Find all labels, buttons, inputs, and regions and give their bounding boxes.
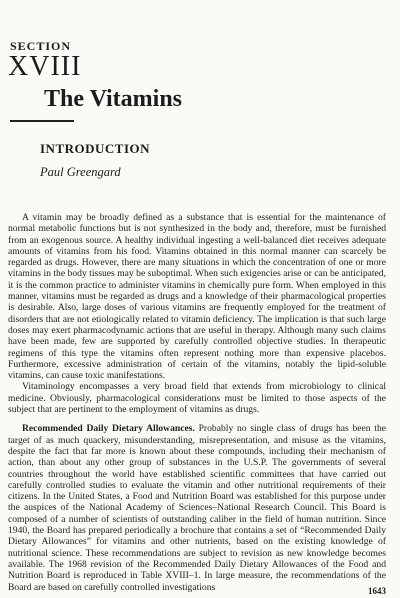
rda-text: Probably no single class of drugs has been the target of as much quackery, misunderstanding, misrepresentation, and misuse as the vitamins, despite the fact that far more is known about these compounds, including their mechanism of action, than about any other group of substances in the U.S.P. The governments of several countries throughout the world have established scientific committees that have carried out carefully controlled studies to evaluate the vitamin and other nutritional requirements of their citizens. In the United States, a Food and Nutrition Board was established for this purpose under the auspices of the National Academy of Sciences–National Research Council. This Board is composed of a number of scientists of outstanding caliber in the field of human nutrition. Since 1940, the Board has prepared periodically a brochure that contains a set of “Recommended Daily Dietary Allowances” for vitamins and other nutrients, based on the existing knowledge of nutritional science. These recommendations are subject to revision as new knowledge becomes available. The 1968 revision of the Recommended Daily Dietary Allowances of the Food and Nutrition Board is reproduced in Table XVIII–1. In large measure, the recommendations of the Board are based on carefully controlled investigations xyxy=(8,423,387,593)
paragraph-rda xyxy=(8,423,386,592)
paragraph-2: Vitaminology encompasses a very broad field that extends from microbiology to clinical medicine. Obviously, pharmacological considerations must be limited to those aspects of the subject that are pertinent to the employment of vitamins as drugs. xyxy=(8,381,386,416)
author-name: Paul Greengard xyxy=(40,165,121,179)
rda-heading: Recommended Daily Dietary Allowances. xyxy=(22,423,195,435)
section-number: XVIII xyxy=(8,51,82,82)
chapter-title: The Vitamins xyxy=(44,86,183,112)
introduction-heading: INTRODUCTION xyxy=(40,141,151,156)
page-number: 1643 xyxy=(368,586,386,596)
paragraph-1: A vitamin may be broadly defined as a substance that is essential for the maintenance of normal metabolic functions but is not synthesized in the body and, therefore, must be furnished from an exogenous source. A healthy individual ingesting a well-balanced diet receives adequate amounts of vitamins from his food. Vitamins obtained in this normal manner can scarcely be regarded as drugs. However, there are many situations in which the concentration of one or more vitamins in the body tissues may be suboptimal. When such exigencies arise or can be anticipated, it is the common practice to administer vitamins in chemically pure form. When employed in this manner, vitamins must be regarded as drugs and a knowledge of their pharmacological properties is desirable. Also, large doses of various vitamins are frequently employed for the treatment of disorders that are not etiologically related to vitamin deficiency. The implication is that such large doses may exert pharmacodynamic actions that are useful in therapy. Although many such claims have been made, few are supported by carefully controlled objective studies. In therapeutic regimens of this type the vitamins often represent nothing more than expensive placebos. Furthermore, excessive administration of certain of the vitamins, notably the lipid-soluble vitamins, can cause toxic manifestations. xyxy=(8,212,386,382)
title-rule xyxy=(10,120,74,122)
section-label: SECTION xyxy=(10,39,72,53)
body-text xyxy=(8,212,386,593)
